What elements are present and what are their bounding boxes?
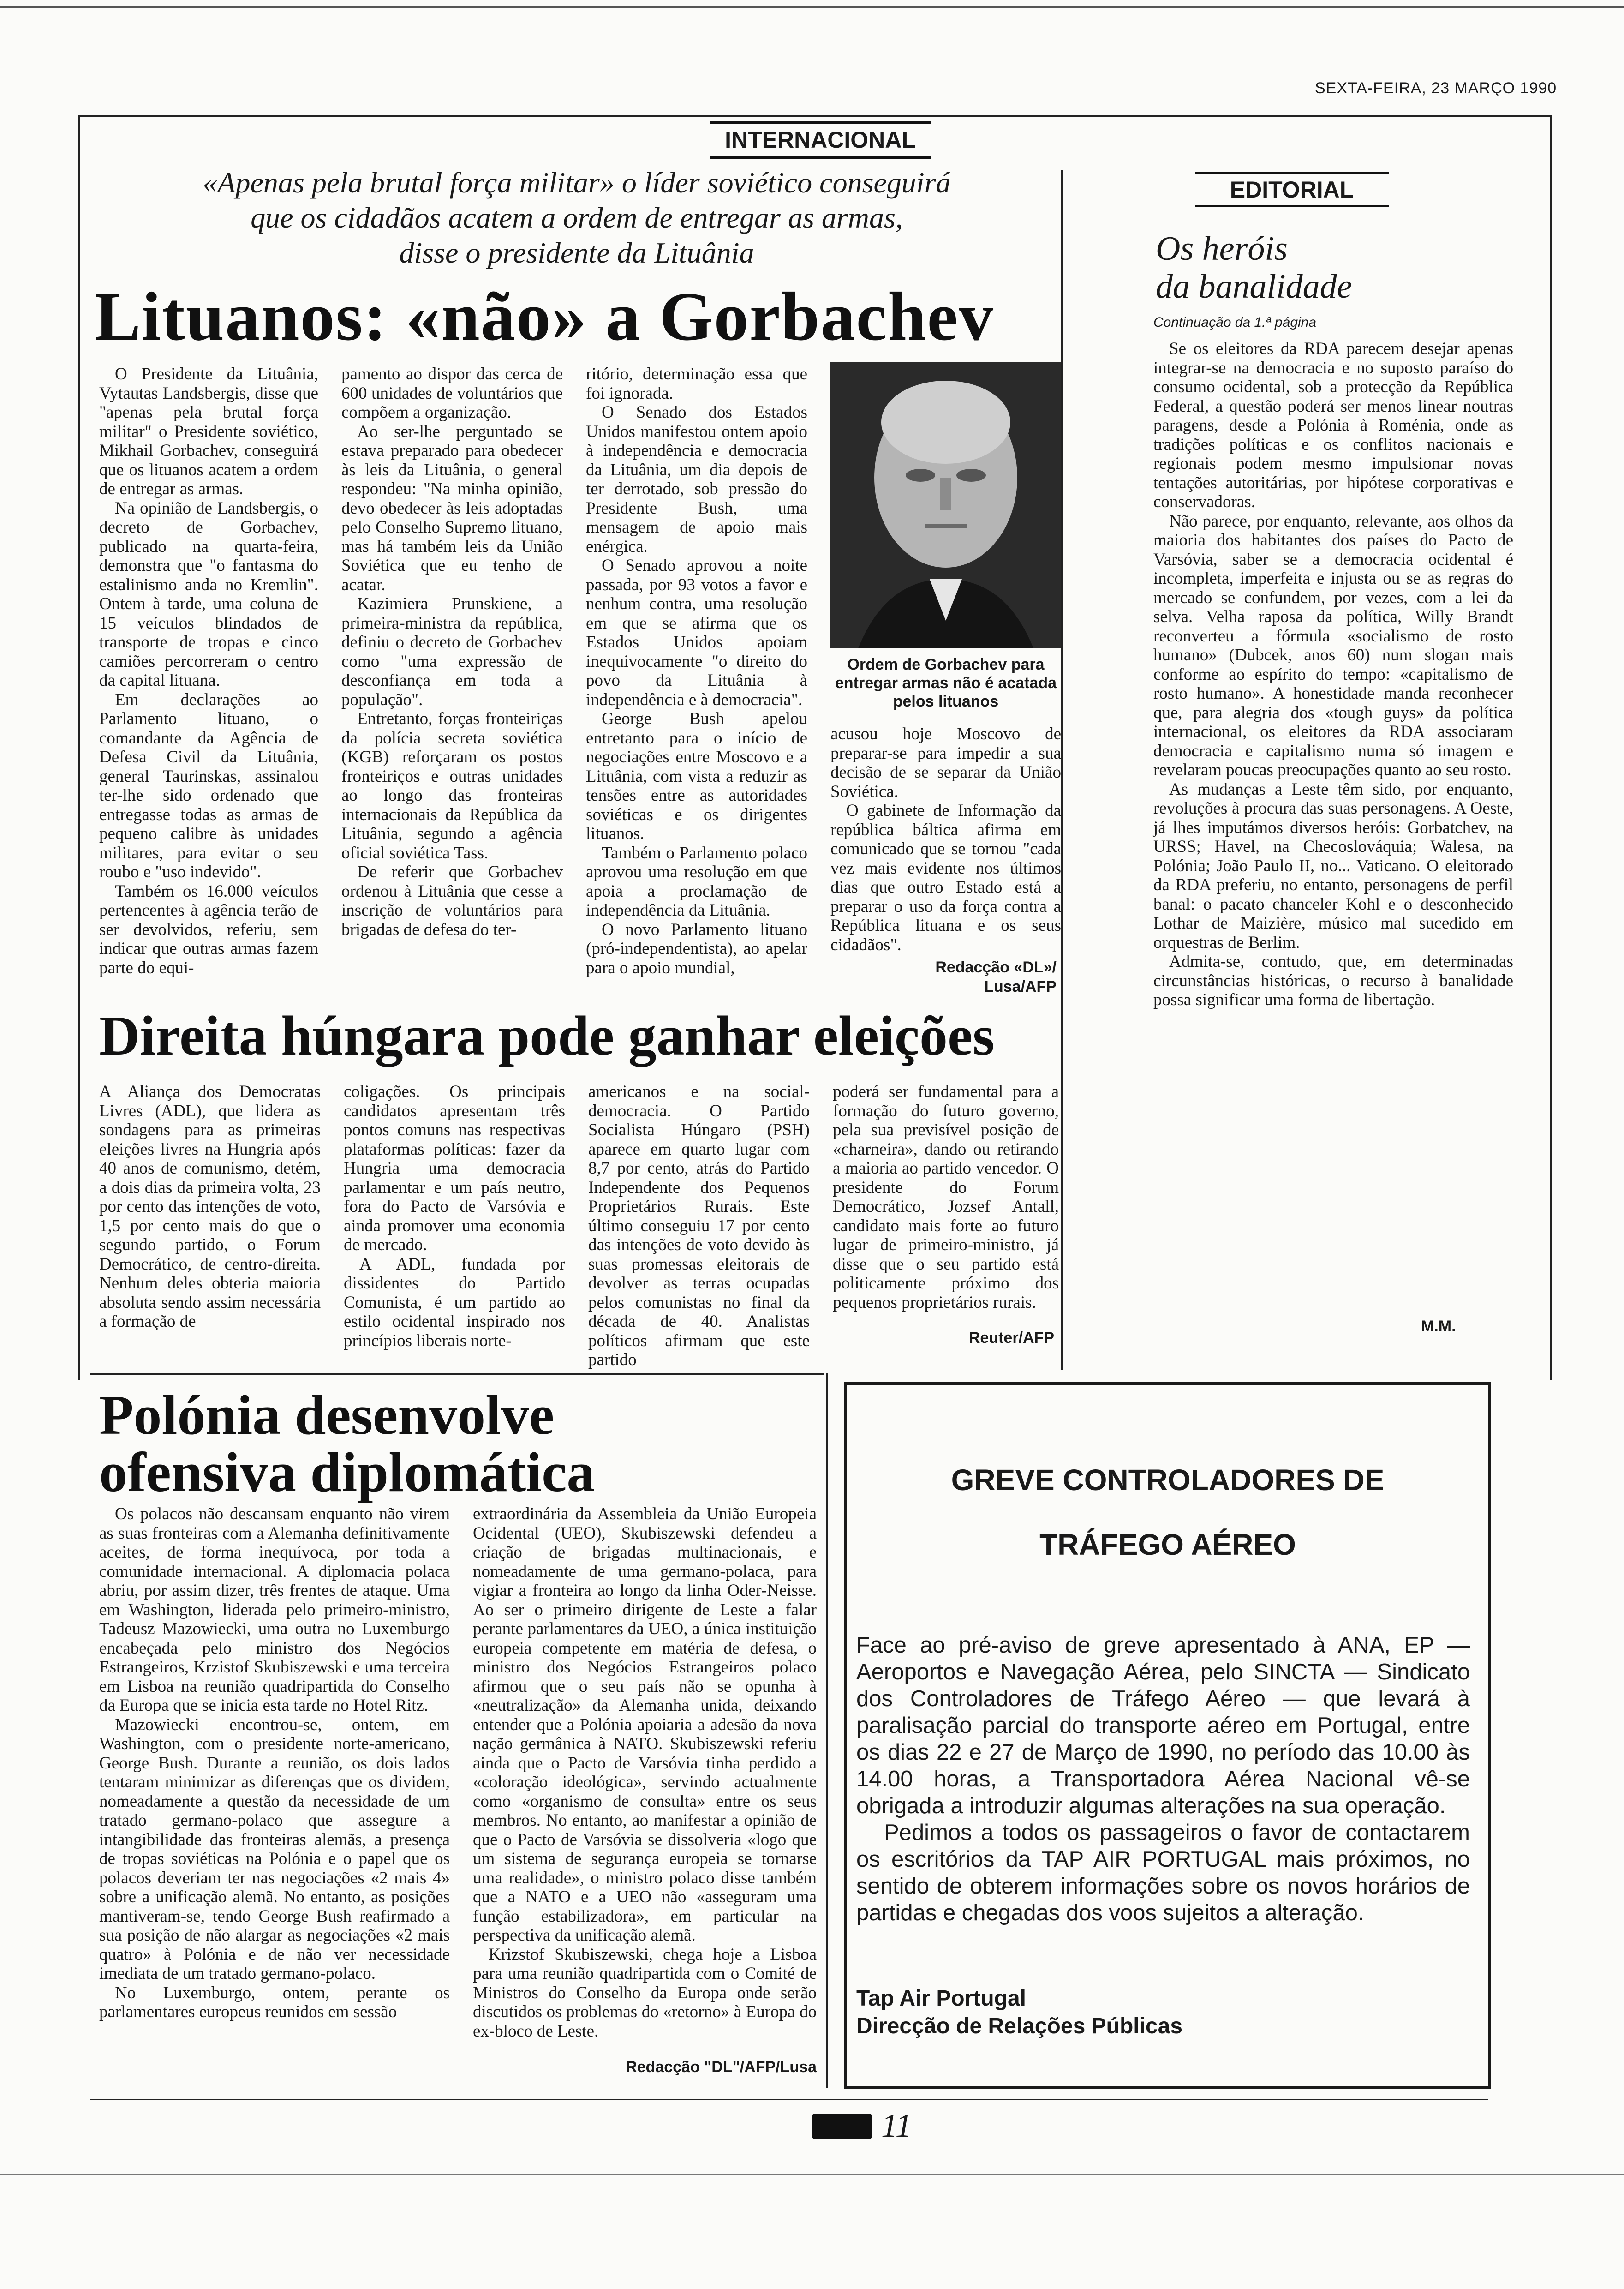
title-line: da banalidade bbox=[1156, 268, 1352, 306]
hungary-headline: Direita húngara pode ganhar eleições bbox=[99, 1005, 995, 1067]
lead-kicker bbox=[115, 165, 1038, 270]
paragraph: americanos e na social-democracia. O Partido Socialista Húngaro (PSH) aparece em quarto lugar com 8,7 por cento, atrás do Partido Independente dos Pequenos Proprietários Rurais. Este último conseguiu 17 por cento das intenções de voto devido às suas promessas eleitorais de devolver as terras ocupadas pelos comunistas no final da década de 40. Analistas políticos afirmam que este partido bbox=[588, 1082, 810, 1369]
paragraph: George Bush apelou entretanto para o início de negociações entre Moscovo e a Lituânia, com vista a reduzir as tensões entre as autoridades soviéticas e os dirigentes lituanos. bbox=[586, 709, 807, 843]
byline-line: Redacção «DL»/ bbox=[935, 959, 1057, 976]
paragraph: O Presidente da Lituânia, Vytautas Landsbergis, disse que "apenas pela brutal força militar" o Presidente soviético, Mikhail Gorbachev, conseguirá que os lituanos acatem a ordem de entregar as armas. bbox=[99, 365, 318, 498]
photo-caption: Ordem de Gorbachev para entregar armas não é acatada pelos lituanos bbox=[835, 656, 1057, 710]
gorbachev-photo bbox=[830, 362, 1061, 648]
editorial-continuation: Continuação da 1.ª página bbox=[1153, 315, 1317, 330]
paragraph: A Aliança dos Democratas Livres (ADL), que lidera as sondagens para as primeiras eleições livres na Hungria após 40 anos de comunismo, detém, a dois dias da primeira volta, 23 por cento das intenções de voto, 1,5 por cento mais do que o segundo partido, o Forum Democrático, de centro-direita. Nenhum deles obteria maioria absoluta sendo assim necessária a formação de bbox=[99, 1082, 321, 1331]
poland-headline bbox=[99, 1384, 595, 1504]
headline-line: ofensiva diplomática bbox=[99, 1441, 595, 1504]
hungary-byline: Reuter/AFP bbox=[968, 1329, 1054, 1347]
hungary-column-3 bbox=[588, 1082, 810, 1370]
hungary-column-4 bbox=[833, 1082, 1059, 1312]
lead-headline: Lituanos: «não» a Gorbachev bbox=[95, 278, 995, 355]
kicker-line: que os cidadãos acatem a ordem de entregar as armas, bbox=[251, 201, 903, 234]
section-frame-right bbox=[1550, 115, 1552, 1380]
paragraph: Entretanto, forças fronteiriças da polícia secreta soviética (KGB) reforçaram os postos fronteiriços e outras unidades ao longo das fronteiras internacionais da República da Lituânia, segundo a agência oficial soviética Tass. bbox=[341, 709, 563, 863]
issue-date: SEXTA-FEIRA, 23 MARÇO 1990 bbox=[1315, 79, 1557, 97]
paragraph: Em declarações ao Parlamento lituano, o comandante da Agência de Defesa Civil da Lituânia, general Taurinskas, assinalou ter-lhe sido ordenado que entregasse todas as armas de pequeno calibre às unidades militares, para evitar o seu roubo e "uso indevido". bbox=[99, 690, 318, 881]
section-label: INTERNACIONAL bbox=[710, 121, 931, 159]
portrait-illustration bbox=[830, 362, 1061, 648]
tap-advertisement bbox=[844, 1382, 1491, 2089]
paragraph: Na opinião de Landsbergis, o decreto de Gorbachev, publicado na quarta-feira, demonstra que "o fantasma do estalinismo anda no Kremlin". Ontem à tarde, uma coluna de 15 veículos blindados de transporte de tropas e cinco camiões percorreram o centro da capital lituana. bbox=[99, 498, 318, 690]
kicker-line: «Apenas pela brutal força militar» o líder soviético conseguirá bbox=[203, 166, 951, 199]
paragraph: acusou hoje Moscovo de preparar-se para impedir a sua decisão de se separar da União Soviética. bbox=[830, 725, 1061, 801]
paragraph: Krizstof Skubiszewski, chega hoje a Lisboa para uma reunião quadripartida com o Comité de Ministros do Conselho da Europa onde serão discutidos os problemas do «retorno» à Europa do ex-bloco de Leste. bbox=[473, 1945, 817, 2041]
section-frame-top bbox=[78, 115, 1550, 117]
ad-title-line: TRÁFEGO AÉREO bbox=[1039, 1528, 1296, 1561]
poland-byline: Redacção "DL"/AFP/Lusa bbox=[626, 2058, 817, 2076]
ad-body bbox=[856, 1632, 1470, 1926]
page-number: 11 bbox=[881, 2107, 912, 2144]
ad-paragraph: Pedimos a todos os passageiros o favor de contactarem os escritórios da TAP AIR PORTUGAL mais próximos, no sentido de obterem informações sobre os novos horários de partidas e chegadas dos voos sujeitos a alteração. bbox=[856, 1820, 1470, 1925]
lead-column-3 bbox=[586, 365, 807, 977]
paragraph: Também os 16.000 veículos pertencentes à agência terão de ser devolvidos, referiu, sem indicar que outras armas fazem parte do equi- bbox=[99, 881, 318, 977]
paragraph: A ADL, fundada por dissidentes do Partido Comunista, é um partido ao estilo ocidental inspirado nos princípios liberais norte- bbox=[344, 1254, 565, 1350]
signature-line: Tap Air Portugal bbox=[856, 1986, 1027, 2011]
paragraph: Também o Parlamento polaco aprovou uma resolução em que apoia a proclamação de independência da Lituânia. bbox=[586, 843, 807, 920]
newspaper-logo bbox=[812, 2114, 872, 2139]
page-bottom-rule bbox=[0, 2174, 1624, 2175]
editorial-signature: M.M. bbox=[1421, 1318, 1456, 1335]
lead-column-1 bbox=[99, 365, 318, 977]
poland-column-1 bbox=[99, 1504, 450, 2022]
paragraph: poderá ser fundamental para a formação do futuro governo, pela sua previsível posição de «charneira», dando ou retirando a maioria ao partido vencedor. O presidente do Forum Democrático, Jozsef Antall, candidato mais forte ao futuro lugar de primeiro-ministro, já disse que o seu partido está politicamente próximo dos pequenos proprietários rurais. bbox=[833, 1082, 1059, 1312]
paragraph: O novo Parlamento lituano (pró-independentista), ao apelar para o apoio mundial, bbox=[586, 920, 807, 977]
ad-signature bbox=[856, 1985, 1182, 2040]
editorial-label: EDITORIAL bbox=[1195, 172, 1389, 207]
ad-title-line: GREVE CONTROLADORES DE bbox=[951, 1463, 1385, 1497]
section-frame-left bbox=[78, 115, 80, 1380]
paragraph: Admita-se, contudo, que, em determinadas circunstâncias históricas, o recurso à banalidade possa significar uma forma de libertação. bbox=[1153, 952, 1513, 1009]
footer-rule bbox=[90, 2099, 1488, 2100]
paragraph: Kazimiera Prunskiene, a primeira-ministra da república, definiu o decreto de Gorbachev como "uma expressão de desconfiança em toda a população". bbox=[341, 594, 563, 709]
lead-column-2 bbox=[341, 365, 563, 939]
ad-paragraph: Face ao pré-aviso de greve apresentado à ANA, EP — Aeroportos e Navegação Aérea, pelo SINCTA — Sindicato dos Controladores de Tráfego Aéreo — que levará à paralisação parcial do transporte aéreo em Portugal, entre os dias 22 e 27 de Março de 1990, no período das 10.00 às 14.00 horas, a Transportadora Aérea Nacional vê-se obrigada a introduzir algumas alterações na sua operação. bbox=[856, 1633, 1470, 1818]
paragraph: Ao ser-lhe perguntado se estava preparado para obedecer às leis da Lituânia, o general respondeu: "Na minha opinião, devo obedecer às leis adoptadas pelo Conselho Supremo lituano, mas há também leis da União Soviética que eu tenho de acatar. bbox=[341, 422, 563, 594]
paragraph: As mudanças a Leste têm sido, por enquanto, revoluções à procura das suas personagens. A Oeste, já lhes imputámos diversos heróis: Gorbatchev, na URSS; Havel, na Checoslováquia; Walesa, na Polónia; João Paulo II, no... Vaticano. O eleitorado da RDA preferiu, no entanto, personagens de perfil banal: o pacato chanceler Kohl e o desconhecido Lothar de Maizière, músico mal sucedido em orquestras de Berlim. bbox=[1153, 779, 1513, 952]
poland-column-2 bbox=[473, 1504, 817, 2041]
paragraph: O Senado aprovou a noite passada, por 93 votos a favor e nenhum contra, uma resolução em que se afirma que os Estados Unidos apoiam inequivocamente "o direito do povo da Lituânia à independência e à democracia". bbox=[586, 556, 807, 709]
kicker-line: disse o presidente da Lituânia bbox=[399, 236, 754, 269]
section-divider bbox=[90, 1373, 824, 1375]
hungary-column-2 bbox=[344, 1082, 565, 1350]
paragraph: Não parece, por enquanto, relevante, aos olhos da maioria dos habitantes dos países do Pacto de Varsóvia, saber se a democracia ocidental é incompleta, imperfeita e injusta ou se as regras do mercado se confundem, por vezes, com a lei da selva. Velha raposa da política, Willy Brandt reconverteu a fórmula «socialismo de rosto humano» (Dubcek, anos 60) num slogan mais conforme ao espírito do tempo: «capitalismo de rosto humano». A honestidade manda reconhecer que, para alegria dos «tough guys» da política internacional, os eleitores da RDA associaram democracia e capitalismo numa só imagem e revelaram poucas preocupações quanto ao seu rosto. bbox=[1153, 511, 1513, 779]
paragraph: Os polacos não descansam enquanto não virem as suas fronteiras com a Alemanha definitivamente aceites, de forma inequívoca, por toda a comunidade internacional. A diplomacia polaca abriu, por assim dizer, três frentes de ataque. Uma em Washington, liderada pelo primeiro-ministro, Tadeusz Mazowiecki, uma outra no Luxemburgo encabeçada pelo ministro dos Negócios Estrangeiros, Krzistof Skubiszewski e uma terceira em Lisboa na reunião quadripartida do Conselho da Europa que se inicia esta tarde no Hotel Ritz. bbox=[99, 1504, 450, 1715]
headline-line: Polónia desenvolve bbox=[99, 1384, 555, 1446]
paragraph: extraordinária da Assembleia da União Europeia Ocidental (UEO), Skubiszewski defendeu a criação de brigadas multinacionais, e nomeadamente de uma germano-polaca, para vigiar a fronteira ao longo da linha Oder-Neisse. Ao ser o primeiro dirigente de Leste a falar perante parlamentares da UEO, a única instituição europeia competente em matéria de defesa, o ministro dos Negócios Estrangeiros polaco afirmou que o seu país não se opunha à «neutralização» da Alemanha unida, deixando entender que a Polónia apoiaria a adesão da nova nação germânica à NATO. Skubiszewski referiu ainda que o Pacto de Varsóvia tinha perdido a «coloração ideológica», servindo actualmente como «organismo de consulta» entre os seus membros. No entanto, ao manifestar a opinião de que o Pacto de Varsóvia se dissolveria «logo que um sistema de segurança europeia se tornarse uma realidade», o ministro polaco disse também que a NATO e a UEO não «asseguram uma função estabilizadora», em particular na perspectiva da unificação alemã. bbox=[473, 1504, 817, 1945]
editorial-title bbox=[1156, 230, 1352, 306]
paragraph: De referir que Gorbachev ordenou à Lituânia que cesse a inscrição de voluntários para brigadas de defesa do ter- bbox=[341, 863, 563, 939]
paragraph: O Senado dos Estados Unidos manifestou ontem apoio à independência e democracia da Lituânia, um dia depois de ter derrotado, sob pressão do Presidente Bush, uma mensagem de apoio mais enérgica. bbox=[586, 403, 807, 556]
lead-byline bbox=[830, 958, 1057, 996]
paragraph: coligações. Os principais candidatos apresentam três pontos comuns nas respectivas plataformas políticas: fazer da Hungria uma democracia parlamentar e um país neutro, fora do Pacto de Varsóvia e ainda promover uma economia de mercado. bbox=[344, 1082, 565, 1254]
paragraph: ritório, determinação essa que foi ignorada. bbox=[586, 365, 807, 403]
editorial-text bbox=[1153, 339, 1513, 1010]
paragraph: Mazowiecki encontrou-se, ontem, em Washington, com o presidente norte-americano, George Bush. Durante a reunião, os dois lados tentaram minimizar as diferenças que os dividem, nomeadamente a questão da necessidade de um tratado germano-polaco que assegure a intangibilidade das fronteiras alemãs, a presença de tropas soviéticas na Polónia e o papel que os polacos deveriam ter nas negociações «2 mais 4» sobre a unificação alemã. No entanto, as posições mantiveram-se, tendo George Bush reafirmado a sua posição de não alargar as negociações «2 mais quatro» à Polónia e de não ver necessidade imediata de um tratado germano-polaco. bbox=[99, 1715, 450, 1983]
paragraph: pamento ao dispor das cerca de 600 unidades de voluntários que compõem a organização. bbox=[341, 365, 563, 422]
lead-column-4 bbox=[830, 725, 1061, 954]
signature-line: Direcção de Relações Públicas bbox=[856, 2014, 1183, 2038]
paragraph: O gabinete de Informação da república báltica afirma em comunicado que se tornou "cada vez mais evidente nos últimos dias que outro Estado está a preparar o uso da força contra a República lituana e os seus cidadãos". bbox=[830, 801, 1061, 954]
column-divider bbox=[826, 1373, 828, 2088]
page-top-rule bbox=[0, 6, 1624, 8]
byline-line: Lusa/AFP bbox=[984, 978, 1057, 995]
paragraph: No Luxemburgo, ontem, perante os parlamentares europeus reunidos em sessão bbox=[99, 1983, 450, 2021]
hungary-column-1 bbox=[99, 1082, 321, 1331]
paragraph: Se os eleitores da RDA parecem desejar apenas integrar-se na democracia e no suposto paraíso do consumo ocidental, sob a protecção da República Federal, a questão poderá ser menos linear noutras paragens, desde a Polónia à Roménia, onde as tradições políticas e os conflitos nacionais e regionais podem mesmo impulsionar novas tentações autoritárias, por hipótese corporativas e conservadoras. bbox=[1153, 339, 1513, 511]
title-line: Os heróis bbox=[1156, 230, 1288, 268]
